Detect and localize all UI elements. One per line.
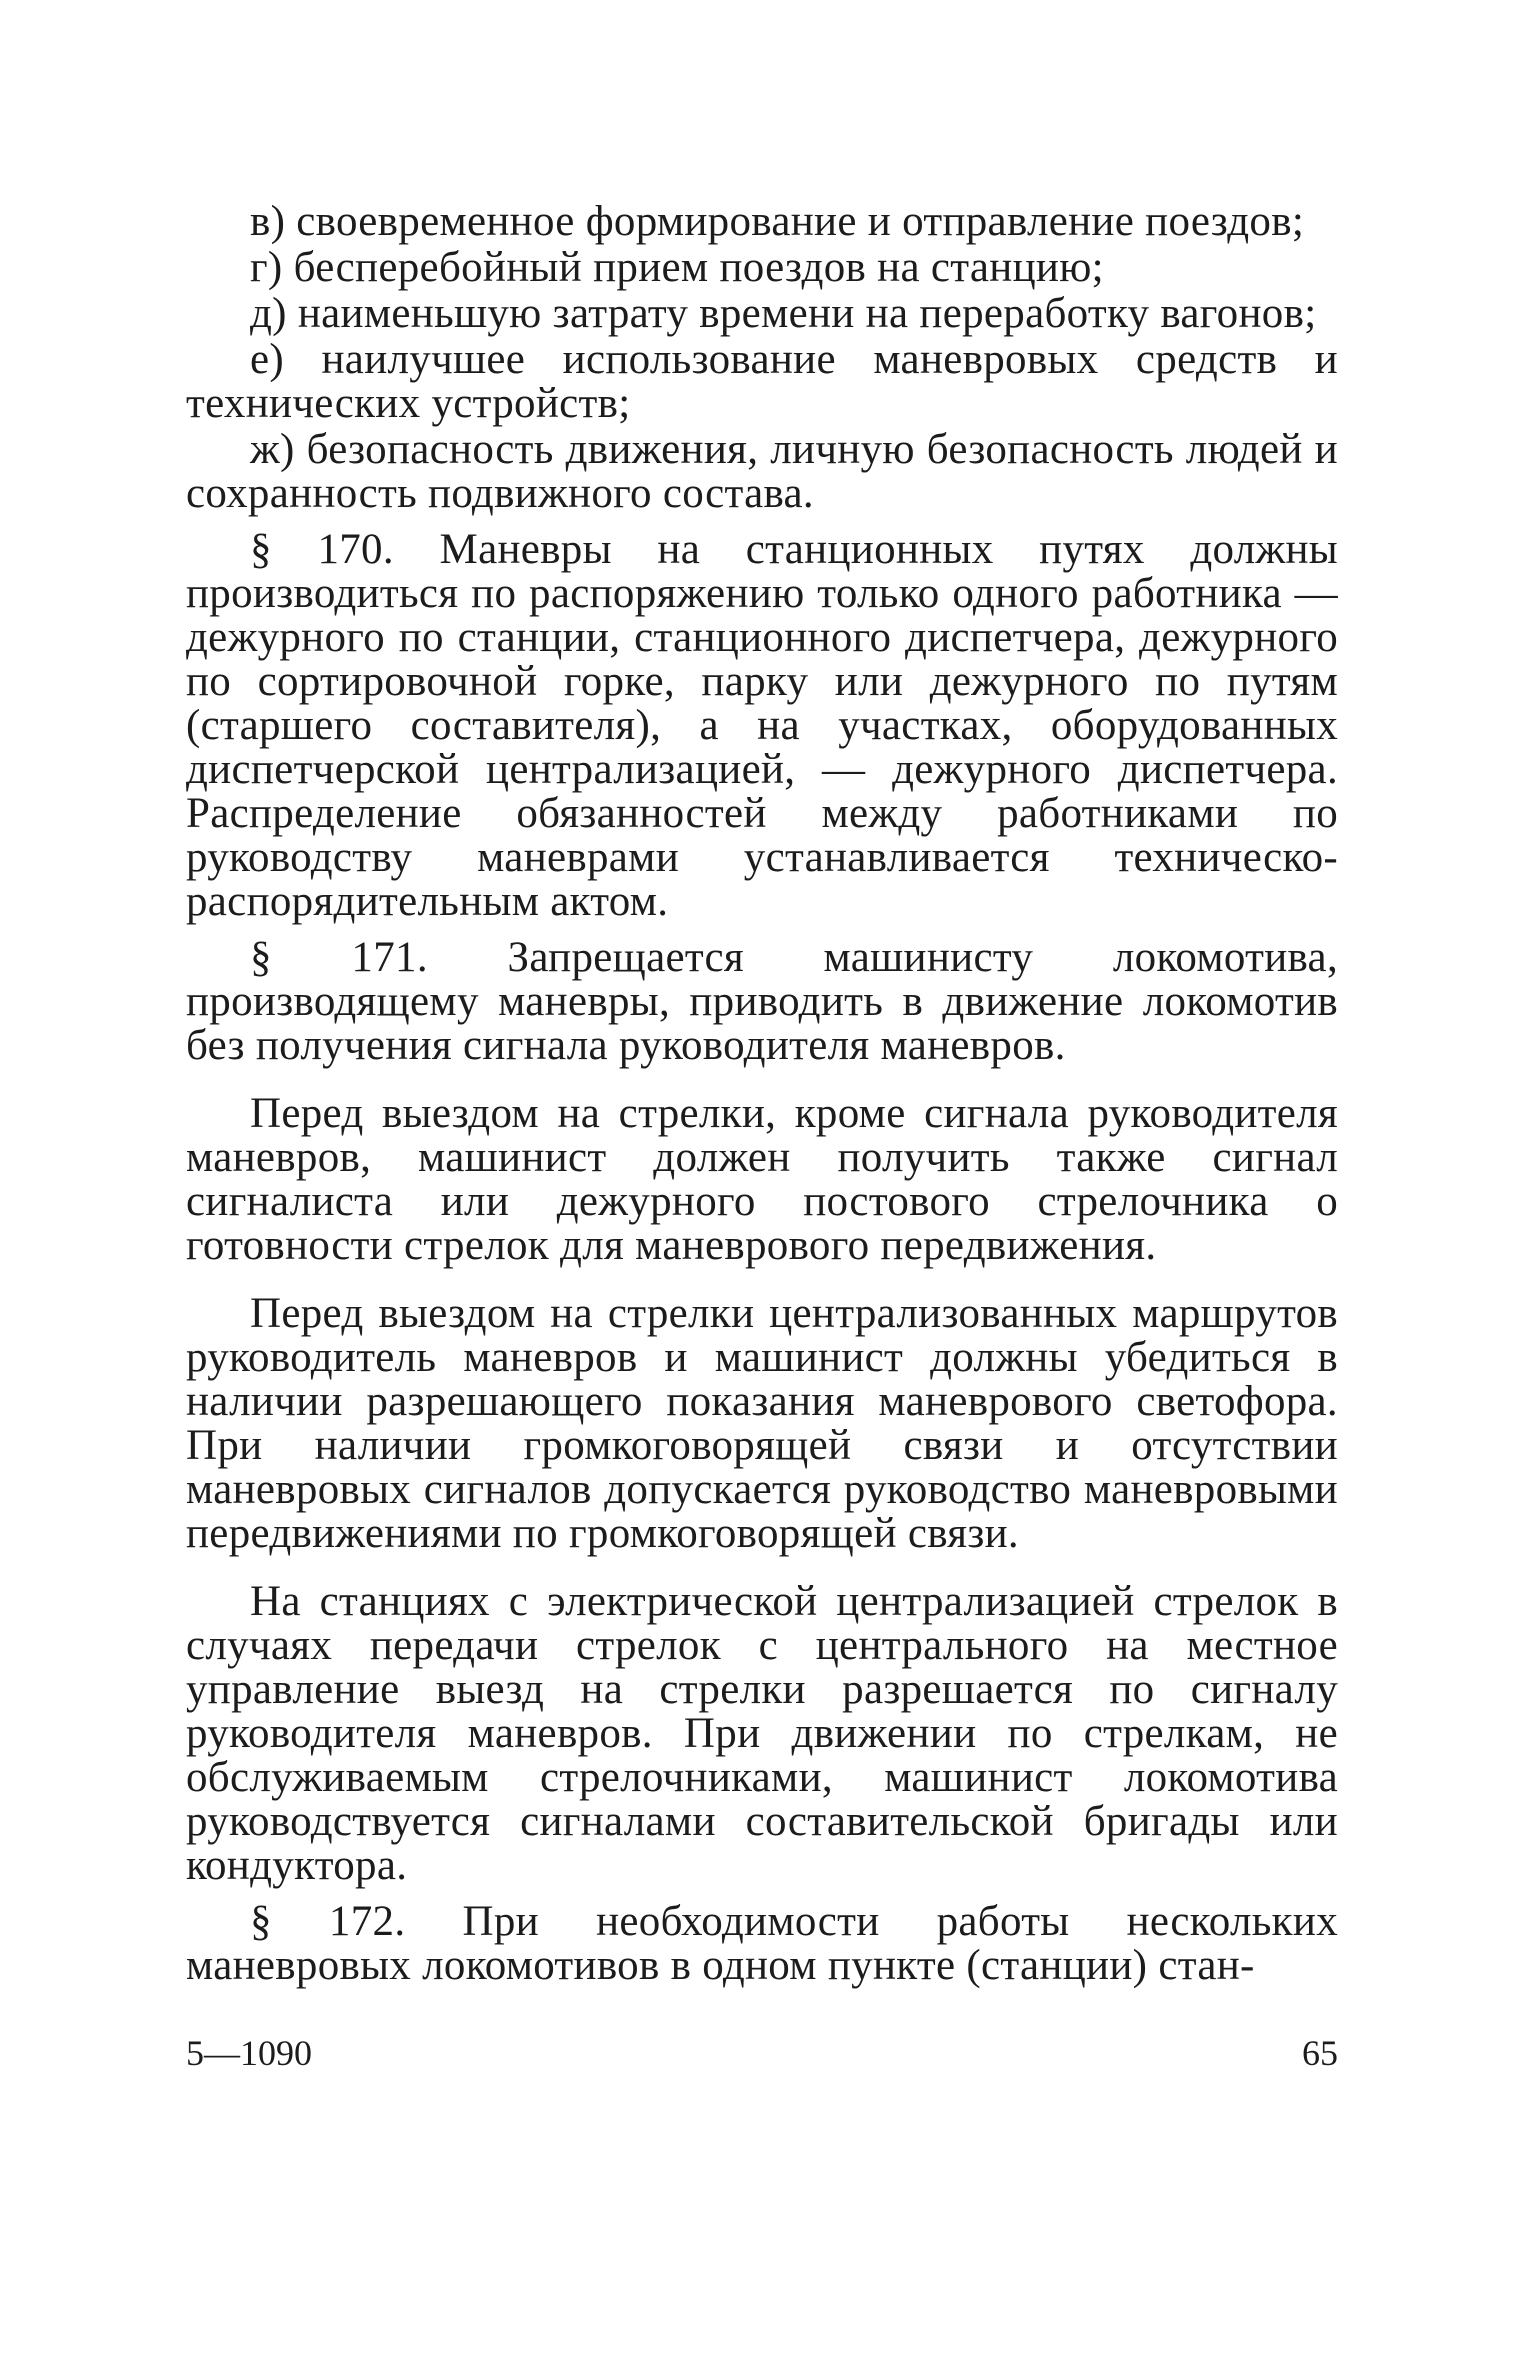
- document-page: [186, 200, 1338, 1988]
- list-item-e: е) наилучшее использование маневровых средств и технических устройств;: [186, 336, 1338, 427]
- section-170: § 170. Маневры на станционных путях должны производиться по распоряжению только одного работника — дежурного по станции, станционного диспетчера, дежурного по сортировочной горке, парку или дежурного по путям (старшего составителя), а на участках, оборудованных диспетчерской централизацией, — дежурного диспетчера. Распределение обязанностей между работниками по руководству маневрами устанавливается техническо-распорядительным актом.: [186, 526, 1338, 925]
- paragraph-centralized-routes: Перед выездом на стрелки централизованных маршрутов руководитель маневров и машинист должны убедиться в наличии разрешающего показания маневрового светофора. При наличии громкоговорящей связи и отсутствии маневровых сигналов допускается руководство маневровыми передвижениями по громкоговорящей связи.: [186, 1290, 1338, 1557]
- printer-signature: 5—1090: [186, 2033, 312, 2073]
- list-item-g: г) бесперебойный прием поездов на станцию;: [250, 244, 1104, 291]
- page-footer: [186, 2032, 1338, 2074]
- list-item-zh: ж) безопасность движения, личную безопасность людей и сохранность подвижного состава.: [186, 426, 1338, 517]
- section-171: § 171. Запрещается машинисту локомотива, производящему маневры, приводить в движение локомотив без получения сигнала руководителя маневров.: [186, 934, 1338, 1069]
- list-item-v: в) своевременное формирование и отправление поездов;: [250, 198, 1305, 245]
- list-item-d: д) наименьшую затрату времени на переработку вагонов;: [250, 290, 1317, 337]
- section-172: § 172. При необходимости работы нескольких маневровых локомотивов в одном пункте (станции) стан-: [186, 1898, 1338, 1989]
- paragraph-switch-signals: Перед выездом на стрелки, кроме сигнала руководителя маневров, машинист должен получить также сигнал сигналиста или дежурного постового стрелочника о готовности стрелок для маневрового передвижения.: [186, 1090, 1338, 1269]
- page-number: 65: [1302, 2033, 1338, 2073]
- paragraph-electric-centralization: На станциях с электрической централизацией стрелок в случаях передачи стрелок с центрального на местное управление выезд на стрелки разрешается по сигналу руководителя маневров. При движении по стрелкам, не обслуживаемым стрелочниками, машинист локомотива руководствуется сигналами составительской бригады или кондуктора.: [186, 1578, 1338, 1889]
